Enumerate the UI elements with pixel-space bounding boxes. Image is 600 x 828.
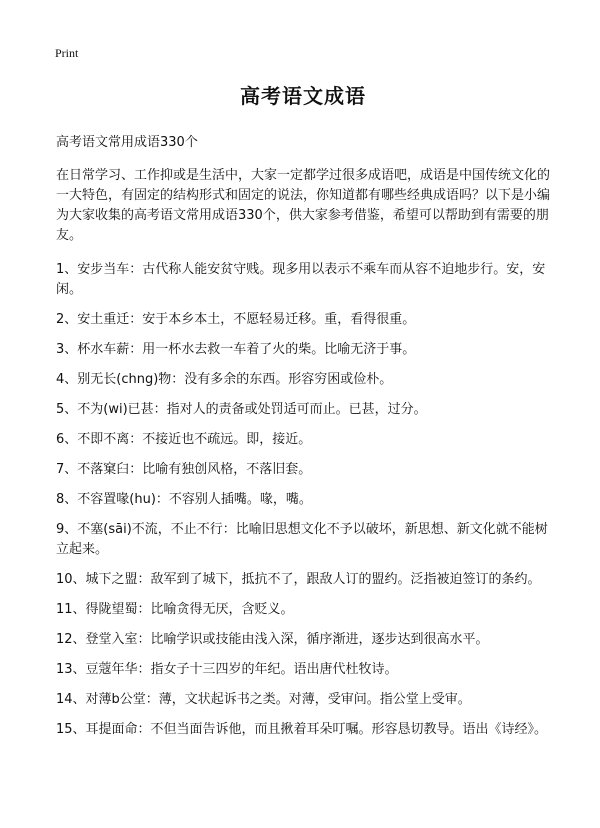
list-item: 13、豆蔻年华：指女子十三四岁的年纪。语出唐代杜牧诗。 [56, 662, 398, 677]
list-item: 8、不容置喙(hu)：不容别人插嘴。喙，嘴。 [56, 492, 312, 507]
intro-paragraph: 在日常学习、工作抑或是生活中，大家一定都学过很多成语吧，成语是中国传统文化的一大特色，有固定的结构形式和固定的说法，你知道都有哪些经典成语吗？以下是小编为大家收集的高考语文常用成语330个，供大家参考借鉴，希望可以帮助到有需要的朋友。 [56, 168, 551, 243]
list-item: 3、杯水车薪：用一杯水去救一车着了火的柴。比喻无济于事。 [56, 342, 416, 357]
list-item: 14、对薄b公堂：薄，文状起诉书之类。对薄，受审问。指公堂上受审。 [56, 692, 471, 707]
list-item: 4、别无长(chng)物：没有多余的东西。形容穷困或俭朴。 [56, 372, 393, 387]
list-item: 10、城下之盟：敌军到了城下，抵抗不了，跟敌人订的盟约。泛指被迫签订的条约。 [56, 572, 541, 587]
list-item: 6、不即不离：不接近也不疏远。即，接近。 [56, 432, 312, 447]
list-item: 7、不落窠臼：比喻有独创风格，不落旧套。 [56, 462, 312, 477]
list-item: 11、得陇望蜀：比喻贪得无厌，含贬义。 [56, 602, 294, 617]
list-item: 5、不为(wi)已甚：指对人的责备或处罚适可而止。已甚，过分。 [56, 402, 427, 417]
page-title: 高考语文成语 [240, 84, 366, 108]
list-item: 2、安土重迁：安于本乡本土，不愿轻易迁移。重，看得很重。 [56, 312, 416, 327]
list-item: 9、不塞(sāi)不流，不止不行：比喻旧思想文化不予以破坏，新思想、新文化就不能树立起来。 [56, 522, 548, 557]
list-item: 15、耳提面命：不但当面告诉他，而且揪着耳朵叮嘱。形容恳切教导。语出《诗经》。 [56, 722, 548, 737]
subtitle: 高考语文常用成语330个 [56, 135, 198, 150]
list-item: 12、登堂入室：比喻学识或技能由浅入深，循序渐进，逐步达到很高水平。 [56, 632, 489, 647]
print-label: Print [55, 46, 79, 60]
list-item: 1、安步当车：古代称人能安贫守贱。现多用以表示不乘车而从容不迫地步行。安，安闲。 [56, 262, 546, 297]
idiom-list [56, 260, 550, 740]
